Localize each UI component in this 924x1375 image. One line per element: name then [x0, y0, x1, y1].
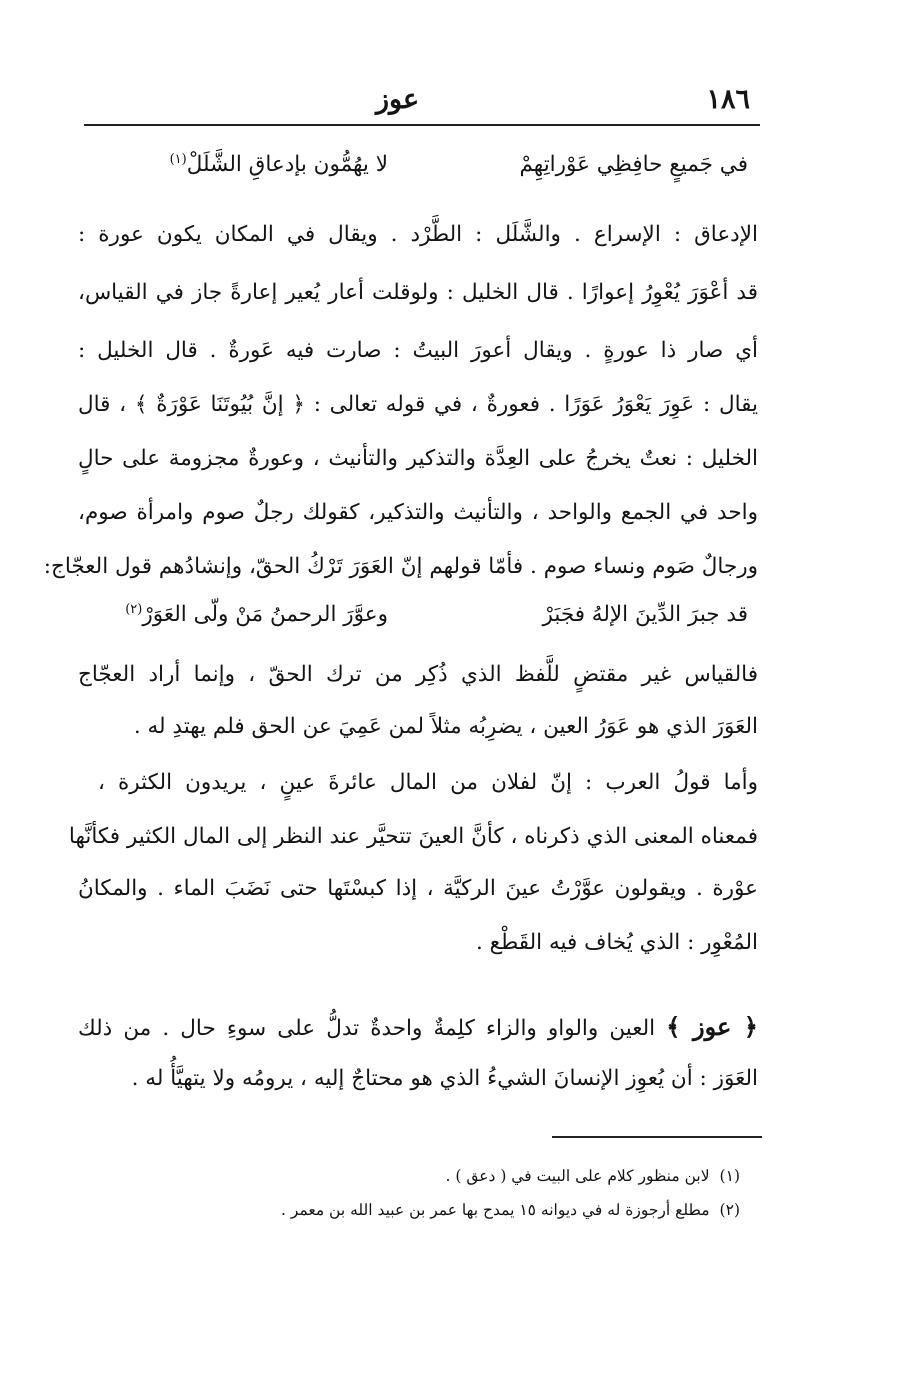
- paragraph-1-line-7: ورجالٌ صَوم ونساء صوم . فأمّا قولهم إنّ العَوَرَ تَرْكُ الحقّ، وإنشادُهم قول العجّاج:: [43, 554, 758, 579]
- paragraph-1-line-6: واحد في الجمع والواحد ، والتأنيث والتذكير، كقولك رجلٌ صوم وامرأة صوم،: [78, 500, 758, 525]
- running-head: عوز: [376, 84, 420, 115]
- header-rule: [84, 124, 760, 126]
- paragraph-2-line-1: فالقياس غير مقتضٍ للَّفظ الذي ذُكِر من ترك الحقّ ، وإنما أراد العجّاج: [78, 662, 758, 687]
- paragraph-3-line-2: فمعناه المعنى الذي ذكرناه ، كأنَّ العينَ تتحيَّر عند النظر إلى المال الكثير فكأنَّها: [68, 824, 758, 849]
- page-header: [80, 82, 760, 122]
- paragraph-3-line-4: المُعْوِر : الذي يُخاف فيه القَطْع .: [475, 930, 758, 955]
- paragraph-1-line-3: أي صار ذا عورةٍ . ويقال أعورَ البيتُ : صارت فيه عَورةٌ . قال الخليل :: [78, 338, 758, 363]
- paragraph-3-line-3: عوْرة . ويقولون عوَّرْتُ عينَ الركيَّة ، إذا كبسْتَها حتى نَضَبَ الماء . والمكانُ: [78, 876, 758, 901]
- footnote-2: [200, 1198, 740, 1222]
- footnote-rule: [552, 1136, 762, 1138]
- footnote-2-text: مطلع أرجوزة له في ديوانه ١٥ يمدح بها عمر بن عبيد الله بن معمر .: [280, 1201, 710, 1219]
- verse-1-second-hemistich: لا يهُمُّون بإدعاقِ الشَّلَلْ$^{(١)}$: [169, 152, 388, 178]
- footnote-2-number: (٢): [719, 1201, 740, 1219]
- verse-2-second-hemistich: وعوَّرَ الرحمنُ مَنْ ولّى العَوَرْ$^{(٢)}$: [125, 602, 388, 628]
- entry-headword: ﴿ عوز ﴾: [666, 1012, 758, 1041]
- verse-1-first-hemistich: في جَميعٍ حافِظِي عَوْراتِهِمْ: [519, 152, 748, 177]
- verse-1: [78, 152, 758, 192]
- paragraph-3-line-1: وأما قولُ العرب : إنّ لفلان من المال عائرةَ عينٍ ، يريدون الكثرة ،: [98, 770, 758, 795]
- page-number: ١٨٦: [706, 84, 750, 115]
- entry-line-2: العَوَز : أن يُعوِز الإنسانَ الشيءُ الذي هو محتاجٌ إليه ، يرومُه ولا يتهيَّأُ له .: [131, 1066, 758, 1091]
- paragraph-1-line-1: الإدعاق : الإسراع . والشَّلَل : الطَّرْد . ويقال في المكان يكون عورة :: [78, 222, 758, 247]
- paragraph-2-line-2: العَوَرَ الذي هو عَوَرُ العين ، يضرِبُه مثلاً لمن عَمِيَ عن الحق فلم يهتدِ له .: [133, 714, 758, 739]
- footnote-ref-2: (٢): [125, 602, 143, 617]
- footnote-1: [200, 1164, 740, 1188]
- footnote-1-number: (١): [719, 1167, 740, 1185]
- footnote-ref-1: (١): [169, 152, 187, 167]
- verse-2: [78, 602, 758, 642]
- footnote-1-text: لابن منظور كلام على البيت في ( دعق ) .: [445, 1167, 710, 1185]
- paragraph-1-line-4: يقال : عَوِرَ يَعْوَرُ عَوَرًا . فعورةٌ ، في قوله تعالى : ﴿ إنَّ بُيُوتَنَا عَوْرَةٌ ﴾ ، قال: [78, 392, 758, 417]
- paragraph-1-line-2: قد أعْوَرَ يُعْوِرُ إعوارًا . قال الخليل : ولوقلت أعار يُعير إعارةً جاز في القياس،: [78, 280, 758, 305]
- verse-2-first-hemistich: قد جبرَ الدِّينَ الإلهُ فجَبَرْ: [542, 602, 748, 627]
- paragraph-1-line-5: الخليل : نعتٌ يخرجُ على العِدَّة والتذكير والتأنيث ، وعورةٌ مجزومة على حالٍ: [78, 446, 758, 471]
- entry-line-1: ﴿ عوز ﴾ العين والواو والزاء كلِمةٌ واحدةٌ تدلُّ على سوءِ حال . من ذلك: [78, 1012, 758, 1041]
